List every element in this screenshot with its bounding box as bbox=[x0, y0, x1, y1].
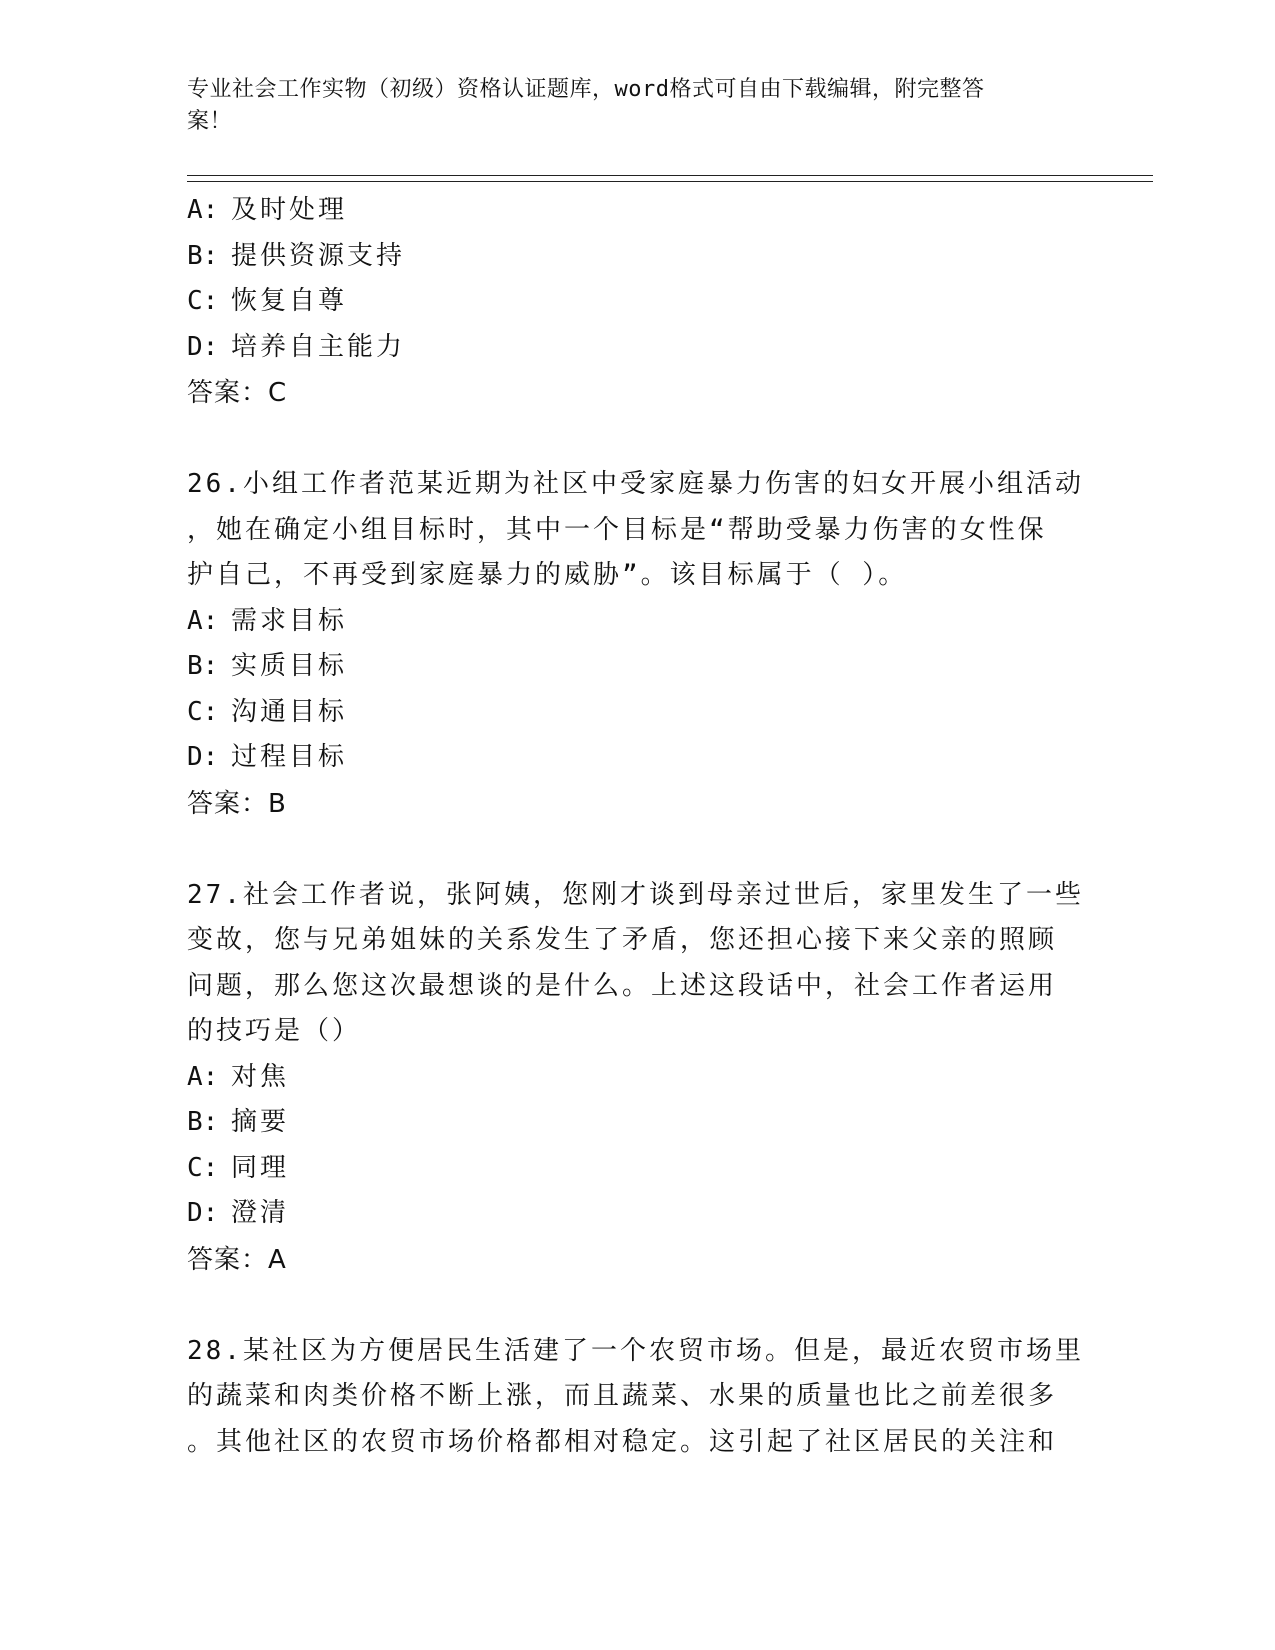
option-b: B: 实质目标 bbox=[187, 651, 348, 681]
question-content bbox=[187, 188, 1087, 1465]
page-header bbox=[187, 74, 1067, 138]
header-rule-top bbox=[187, 175, 1153, 176]
question-27 bbox=[187, 873, 1087, 1283]
header-rule-bottom bbox=[187, 181, 1153, 182]
question-text-line: 27.社会工作者说，张阿姨，您刚才谈到母亲过世后，家里发生了一些 bbox=[187, 879, 1084, 910]
option-b: B: 提供资源支持 bbox=[187, 240, 406, 271]
answer: 答案：C bbox=[187, 378, 288, 408]
option-d: D: 澄清 bbox=[187, 1198, 290, 1228]
question-text-line: ，她在确定小组目标时，其中一个目标是“帮助受暴力伤害的女性保 bbox=[187, 514, 1047, 545]
option-d: D: 培养自主能力 bbox=[187, 331, 406, 362]
header-line-2: 案！ bbox=[187, 109, 233, 134]
answer: 答案：A bbox=[187, 1244, 287, 1275]
question-text-line: 28.某社区为方便居民生活建了一个农贸市场。但是，最近农贸市场里 bbox=[187, 1335, 1084, 1366]
option-d: D: 过程目标 bbox=[187, 742, 348, 772]
option-c: C: 恢复自尊 bbox=[187, 286, 348, 316]
option-b: B: 摘要 bbox=[187, 1107, 290, 1137]
option-c: C: 沟通目标 bbox=[187, 696, 348, 727]
continued-options bbox=[187, 188, 1087, 416]
option-a: A: 对焦 bbox=[187, 1061, 290, 1092]
answer: 答案：B bbox=[187, 788, 287, 819]
header-line-1: 专业社会工作实物（初级）资格认证题库，word格式可自由下载编辑，附完整答 bbox=[187, 77, 985, 102]
question-text-line: 变故，您与兄弟姐妹的关系发生了矛盾，您还担心接下来父亲的照顾 bbox=[187, 925, 1058, 955]
question-text-line: 的技巧是（） bbox=[187, 1016, 362, 1046]
option-c: C: 同理 bbox=[187, 1152, 290, 1183]
question-text-line: 的蔬菜和肉类价格不断上涨，而且蔬菜、水果的质量也比之前差很多 bbox=[187, 1381, 1058, 1411]
question-text-line: 问题，那么您这次最想谈的是什么。上述这段话中，社会工作者运用 bbox=[187, 970, 1058, 1001]
question-28 bbox=[187, 1329, 1087, 1466]
question-text-line: 。其他社区的农贸市场价格都相对稳定。这引起了社区居民的关注和 bbox=[187, 1426, 1058, 1457]
question-text-line: 26.小组工作者范某近期为社区中受家庭暴力伤害的妇女开展小组活动 bbox=[187, 469, 1084, 499]
question-26 bbox=[187, 462, 1087, 827]
question-text-line: 护自己，不再受到家庭暴力的威胁”。该目标属于（ ）。 bbox=[187, 560, 908, 590]
option-a: A: 及时处理 bbox=[187, 195, 348, 225]
option-a: A: 需求目标 bbox=[187, 605, 348, 636]
